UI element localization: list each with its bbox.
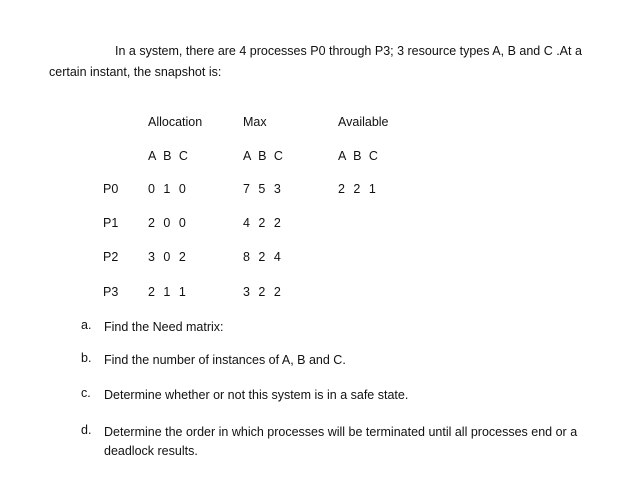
process-label: P2 <box>103 250 119 264</box>
allocation-subheader: A B C <box>148 149 190 163</box>
question-letter: c. <box>81 386 91 400</box>
max-subheader: A B C <box>243 149 285 163</box>
max-cell: 3 2 2 <box>243 285 284 299</box>
question-letter: a. <box>81 318 92 332</box>
allocation-header: Allocation <box>148 115 203 129</box>
allocation-cell: 3 0 2 <box>148 250 189 264</box>
question-text: Determine whether or not this system is in a safe state. <box>104 388 409 402</box>
max-header: Max <box>243 115 267 129</box>
question-letter: d. <box>81 423 92 437</box>
question-text: Find the number of instances of A, B and C. <box>104 353 346 367</box>
available-header: Available <box>338 115 389 129</box>
max-cell: 8 2 4 <box>243 250 284 264</box>
question-text: Find the Need matrix: <box>104 320 224 334</box>
intro-line-1: In a system, there are 4 processes P0 through P3; 3 resource types A, B and C .At a <box>115 44 582 58</box>
question-letter: b. <box>81 351 92 365</box>
question-text: Determine the order in which processes will be terminated until all processes end or a deadlock results. <box>104 425 578 458</box>
intro-line-2: certain instant, the snapshot is: <box>49 65 222 79</box>
max-cell: 7 5 3 <box>243 182 284 196</box>
available-subheader: A B C <box>338 149 380 163</box>
allocation-cell: 2 1 1 <box>148 285 189 299</box>
allocation-cell: 0 1 0 <box>148 182 189 196</box>
process-label: P0 <box>103 182 119 196</box>
max-cell: 4 2 2 <box>243 216 284 230</box>
process-label: P3 <box>103 285 119 299</box>
available-cell: 2 2 1 <box>338 182 379 196</box>
allocation-cell: 2 0 0 <box>148 216 189 230</box>
process-label: P1 <box>103 216 119 230</box>
